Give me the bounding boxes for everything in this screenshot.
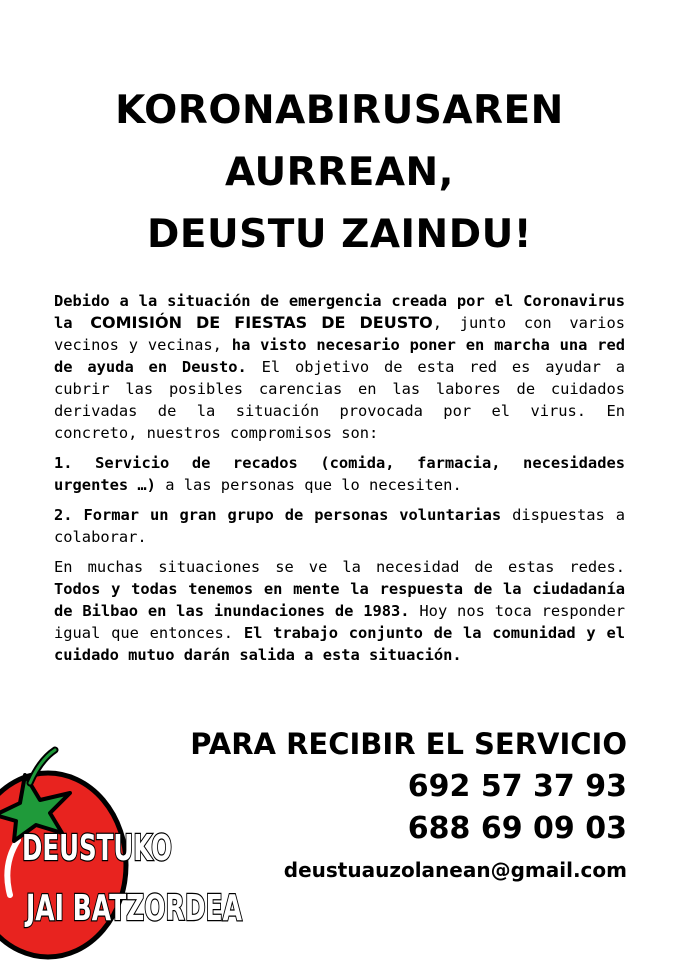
closing-part-1: En muchas situaciones se ve la necesidad de estas redes. — [54, 558, 625, 576]
closing-part-4: El trabajo conjunto de la comunidad y el cuidado mutuo darán salida a esta situación. — [54, 624, 626, 664]
closing-part-3: Hoy nos toca responder igual que entonces. — [54, 602, 626, 642]
commission-name: COMISIÓN DE FIESTAS DE DEUSTO — [90, 313, 433, 332]
logo-line-1: DEUSTUKO — [22, 828, 172, 869]
contact-email: deustuauzolanean@gmail.com — [283, 858, 627, 882]
logo-line-2: JAI BATZORDEA — [23, 888, 243, 929]
commitment-2-rest: dispuestas a colaborar. — [54, 506, 626, 546]
intro-part-5: El objetivo de esta red es ayudar a cubrir las posibles carencias en las labores de cuidados derivadas de la situación provocada por el virus. En concreto, nuestros compromisos son: — [54, 358, 625, 442]
title-line-3: DEUSTU ZAINDU! — [146, 212, 533, 257]
commitment-2-bold: 2. Formar un gran grupo de personas voluntarias — [54, 506, 502, 524]
intro-part-4: ha visto necesario poner en marcha una red de ayuda en Deusto. — [54, 336, 626, 376]
phone-number-2: 688 69 09 03 — [407, 811, 627, 846]
title-line-1: KORONABIRUSAREN — [115, 88, 564, 133]
intro-part-1: Debido a la situación de emergencia creada por el Coronavirus la — [54, 292, 625, 332]
flyer-body — [54, 290, 625, 674]
intro-part-3: , junto con varios vecinos y vecinas, — [54, 314, 625, 354]
commitment-1-rest: a las personas que lo necesiten. — [155, 476, 462, 494]
title-line-2: AURREAN, — [225, 150, 454, 195]
closing-paragraph — [54, 556, 625, 666]
deustuko-jai-batzordea-logo — [0, 745, 250, 960]
phone-number-1: 692 57 37 93 — [407, 769, 627, 804]
flyer-title — [0, 80, 679, 266]
contact-block — [190, 722, 627, 890]
commitment-1 — [54, 452, 625, 496]
commitment-1-bold: 1. Servicio de recados (comida, farmacia, necesidades urgentes …) — [54, 454, 625, 494]
intro-paragraph — [54, 290, 625, 444]
contact-heading: PARA RECIBIR EL SERVICIO — [190, 727, 627, 761]
closing-part-2: Todos y todas tenemos en mente la respuesta de la ciudadanía de Bilbao en las inundaciones de 1983. — [54, 580, 625, 620]
commitment-2 — [54, 504, 625, 548]
